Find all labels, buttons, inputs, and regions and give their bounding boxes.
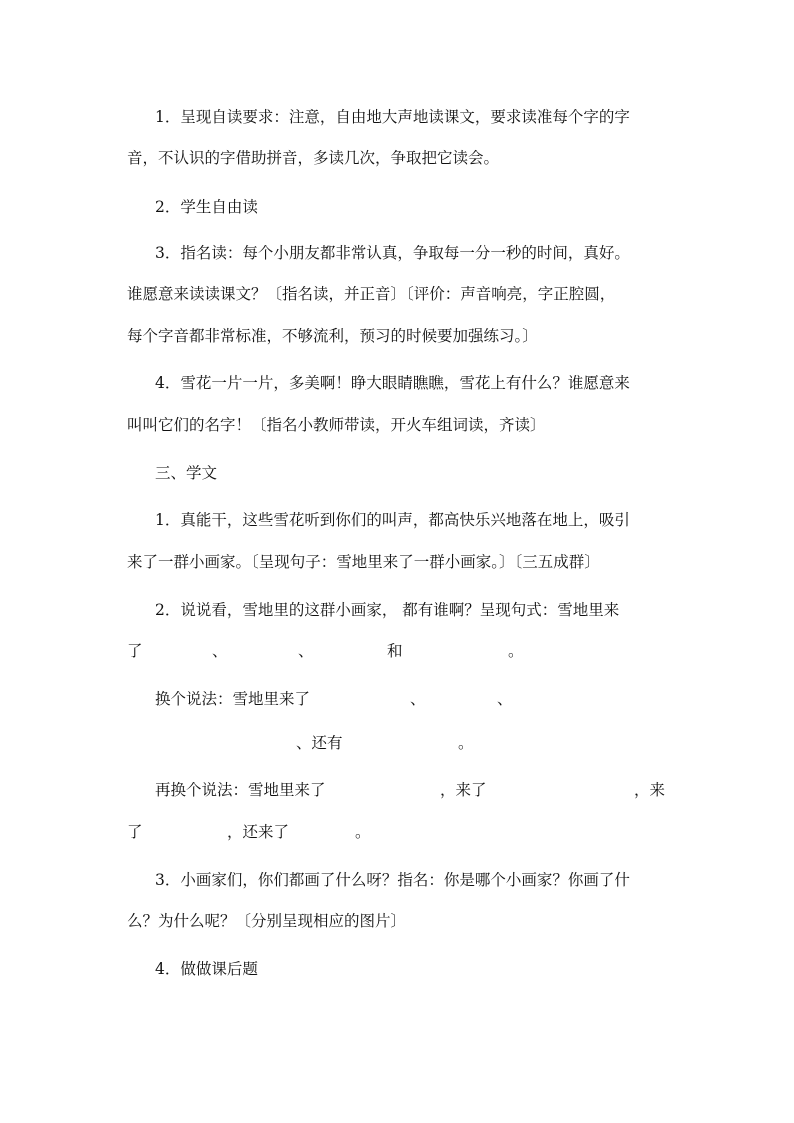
paragraph-9-line-2: 么？为什么呢？〔分别呈现相应的图片〕 [127, 912, 407, 930]
paragraph-1-line-2: 音，不认识的字借助拼音，多读几次，争取把它读会。 [127, 149, 500, 167]
paragraph-8-line-1-end: ，来 [634, 781, 666, 799]
paragraph-2-line-1: 2．学生自由读 [155, 198, 258, 216]
paragraph-7-line-1-sep-2: 、 [497, 690, 513, 708]
section-heading: 三、学文 [155, 464, 218, 482]
paragraph-7-line-2-start: 、还有 [296, 734, 343, 752]
paragraph-7-line-1-start: 换个说法：雪地里来了 [155, 690, 311, 708]
paragraph-8-line-2-end: 。 [355, 823, 371, 841]
paragraph-6-line-2-end: 。 [508, 642, 524, 660]
paragraph-9-line-1: 3．小画家们，你们都画了什么呀？指名：你是哪个小画家？你画了什 [155, 871, 630, 889]
paragraph-10-line-1: 4．做做课后题 [155, 960, 258, 978]
paragraph-8-line-1-mid: ，来了 [440, 781, 487, 799]
paragraph-1-line-1: 1．呈现自读要求：注意，自由地大声地读课文，要求读准每个字的字 [155, 108, 630, 126]
paragraph-8-line-2-mid: ，还来了 [227, 823, 290, 841]
paragraph-3-line-3: 每个字音都非常标准，不够流利，预习的时候要加强练习。〕 [127, 327, 538, 345]
paragraph-7-line-1-sep-1: 、 [410, 690, 426, 708]
paragraph-3-line-1: 3．指名读：每个小朋友都非常认真，争取每一分一秒的时间，真好。 [155, 244, 630, 262]
paragraph-4-line-1: 4．雪花一片一片，多美啊！睁大眼睛瞧瞧，雪花上有什么？谁愿意来 [155, 374, 630, 392]
paragraph-4-line-2: 叫叫它们的名字！〔指名小教师带读，开火车组词读，齐读〕 [127, 416, 546, 434]
paragraph-6-line-2-sep-1: 、 [212, 642, 228, 660]
paragraph-8-line-2-start: 了 [127, 823, 143, 841]
paragraph-6-line-1: 2．说说看，雪地里的这群小画家， 都有谁啊？呈现句式：雪地里来 [155, 601, 620, 619]
paragraph-6-line-2-start: 了 [127, 642, 143, 660]
paragraph-6-line-2-and: 和 [387, 642, 403, 660]
paragraph-8-line-1-start: 再换个说法：雪地里来了 [155, 781, 326, 799]
paragraph-7-line-2-end: 。 [458, 734, 474, 752]
paragraph-3-line-2: 谁愿意来读读课文？〔指名读，并正音〕〔评价：声音响亮，字正腔圆， [127, 285, 616, 303]
paragraph-5-line-1: 1．真能干，这些雪花听到你们的叫声，都高快乐兴地落在地上，吸引 [155, 511, 630, 529]
paragraph-5-line-2: 来了一群小画家。〔呈现句子：雪地里来了一群小画家。〕〔三五成群〕 [127, 553, 600, 571]
paragraph-6-line-2-sep-2: 、 [298, 642, 314, 660]
